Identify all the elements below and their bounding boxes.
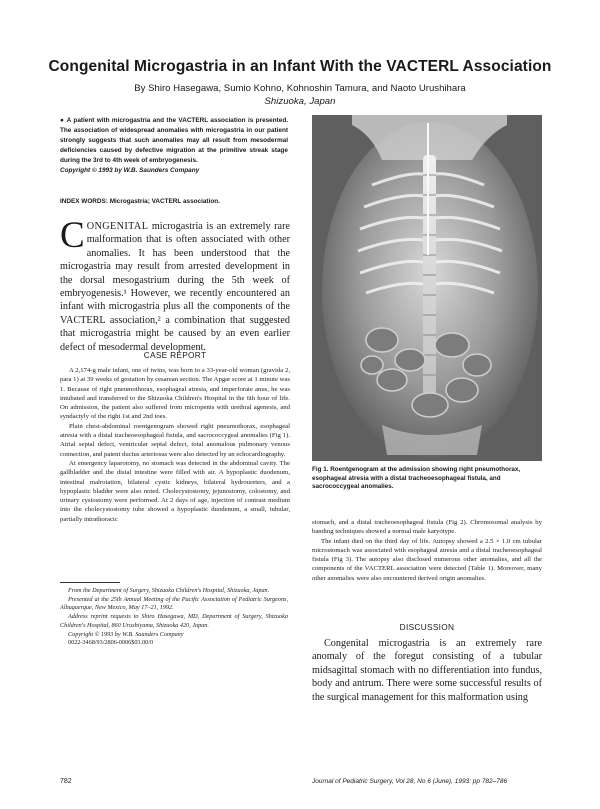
xray-figure (312, 115, 542, 461)
journal-reference: Journal of Pediatric Surgery, Vol 28, No 6 (June), 1993: pp 782–786 (312, 778, 508, 785)
case-paragraph-1: A 2,174-g male infant, one of twins, was born to a 33-year-old woman (gravida 2, para 1) at 39 weeks of gestation by cesarean section. The Apgar score at 1 minute was 1. Because of right pneumothorax, esophageal atresia, and imperforate anus, he was intubated and transferred to the Shizuoka Children's Hospital in the 6th hour of life. On admission, the patient also suffered from micropenis with urethral agenesis, and syndactyly of the right 1st and 2nd toes. (60, 367, 290, 421)
case-paragraph-3: At emergency laparotomy, no stomach was detected in the abdominal cavity. The gallbladder and the distal intestine were filled with air. A hypoplastic duodenum, intestinal malrotation, bilateral cystic kidneys, bilateral hydroureters, and a hypoplastic bladder were also noted. Cholecystostomy, jejunostomy, colostomy, and urinary cystostomy were performed. At 2 days of age, injection of contrast medium into the cholecystostomy tube showed a hypoplastic duodenum, a small, tubular, partially intrathoracic (60, 459, 290, 523)
footnote-from: From the Department of Surgery, Shizuoka Children's Hospital, Shizuoka, Japan. (68, 587, 270, 594)
author-list: By Shiro Hasegawa, Sumio Kohno, Kohnoshin Tamura, and Naoto Urushihara (134, 83, 466, 94)
footnote-issn: 0022-3468/93/2806-0006$03.00/0 (68, 639, 154, 647)
footnote-copyright: Copyright © 1993 by W.B. Saunders Company (68, 630, 184, 638)
abstract (60, 116, 288, 177)
right-paragraph-2: The infant died on the third day of life. Autopsy showed a 2.5 × 1.0 cm tubular microstomach was associated with esophageal atresia and a distal tracheoesophageal fistula (Fig 3). The autopsy also disclosed numerous other anomalies, and all the components of the VACTERL association were detected (Table 1). Moreover, many other anomalies were also encountered derived origin anomalies. (312, 537, 542, 582)
case-report-heading: CASE REPORT (143, 350, 207, 360)
xray-image (312, 115, 542, 461)
footnotes (60, 587, 288, 648)
caption-label: Fig 1. (312, 466, 329, 473)
figure-caption (312, 466, 542, 492)
abstract-text: ● A patient with microgastria and the VACTERL association is presented. The association of widespread anomalies with microgastria in our patient strongly suggests that such anomalies may all result from mesodermal deficiencies caused by defective migration at the primitive streak stage during the 3rd to 4th week of embryogenesis. (60, 117, 288, 165)
index-words: INDEX WORDS: Microgastria; VACTERL association. (60, 198, 220, 205)
right-paragraph-1: stomach, and a distal tracheoesophageal fistula (Fig 2). Chromosomal analysis by banding techniques showed a normal male karyotype. (312, 519, 542, 536)
abstract-copyright: Copyright © 1993 by W.B. Saunders Company (60, 167, 200, 175)
page-number: 782 (60, 778, 72, 785)
drop-cap: C (60, 215, 85, 256)
case-paragraph-2: Plain chest-abdominal roentgenogram showed right pneumothorax, esophageal atresia with a distal tracheoesophageal fistula, and sacrococcygeal anomalies (Fig 1). Atrial septal defect, ventricular septal defect, total anomalous pulmonary venous connection, and patent ductus arteriosus were also detected by an echocardiography. (60, 422, 290, 458)
introduction (60, 215, 290, 354)
discussion-heading: DISCUSSION (399, 622, 455, 632)
caption-text: Roentgenogram at the admission showing right pneumothorax, esophageal atresia with a distal tracheoesophageal fistula, and sacrococcygeal anomalies. (312, 466, 521, 491)
footnote-rule (60, 582, 120, 583)
footnote-presented: Presented at the 25th Annual Meeting of the Pacific Association of Pediatric Surgeons, Albuquerque, New Mexico, May 17–21, 1992. (60, 595, 288, 612)
discussion-paragraph: Congenital microgastria is an extremely rare anomaly of the foregut consisting of a tubular midsagittal stomach with no differentiation into fundus, body and antrum. There were some successful results of the surgical management for this malformation using (312, 638, 542, 703)
footnote-address: Address reprint requests to Shiro Hasegawa, MD, Department of Surgery, Shizuoka Children's Hospital, 860 Urushiyama, Shizuoka 420, Japan. (60, 613, 288, 629)
discussion-body (312, 637, 542, 704)
case-report-body (60, 366, 290, 524)
article-title: Congenital Microgastria in an Infant With the VACTERL Association (48, 58, 552, 75)
intro-text: microgastria is an extremely rare malformation that is often associated with other anomalies. It has been understood that the microgastria may result from arrested development in the dorsal mesogastrium during the 5th week of embryogenesis.¹ However, we recently encountered an infant with microgastria plus all the components of the VACTERL association,² a combination that suggested that microgastria might be caused by an even earlier defect of mesodermal development. (60, 221, 290, 353)
case-report-continued (312, 518, 542, 583)
affiliation: Shizuoka, Japan (264, 96, 336, 107)
intro-lead-caps: ONGENITAL (86, 221, 149, 232)
